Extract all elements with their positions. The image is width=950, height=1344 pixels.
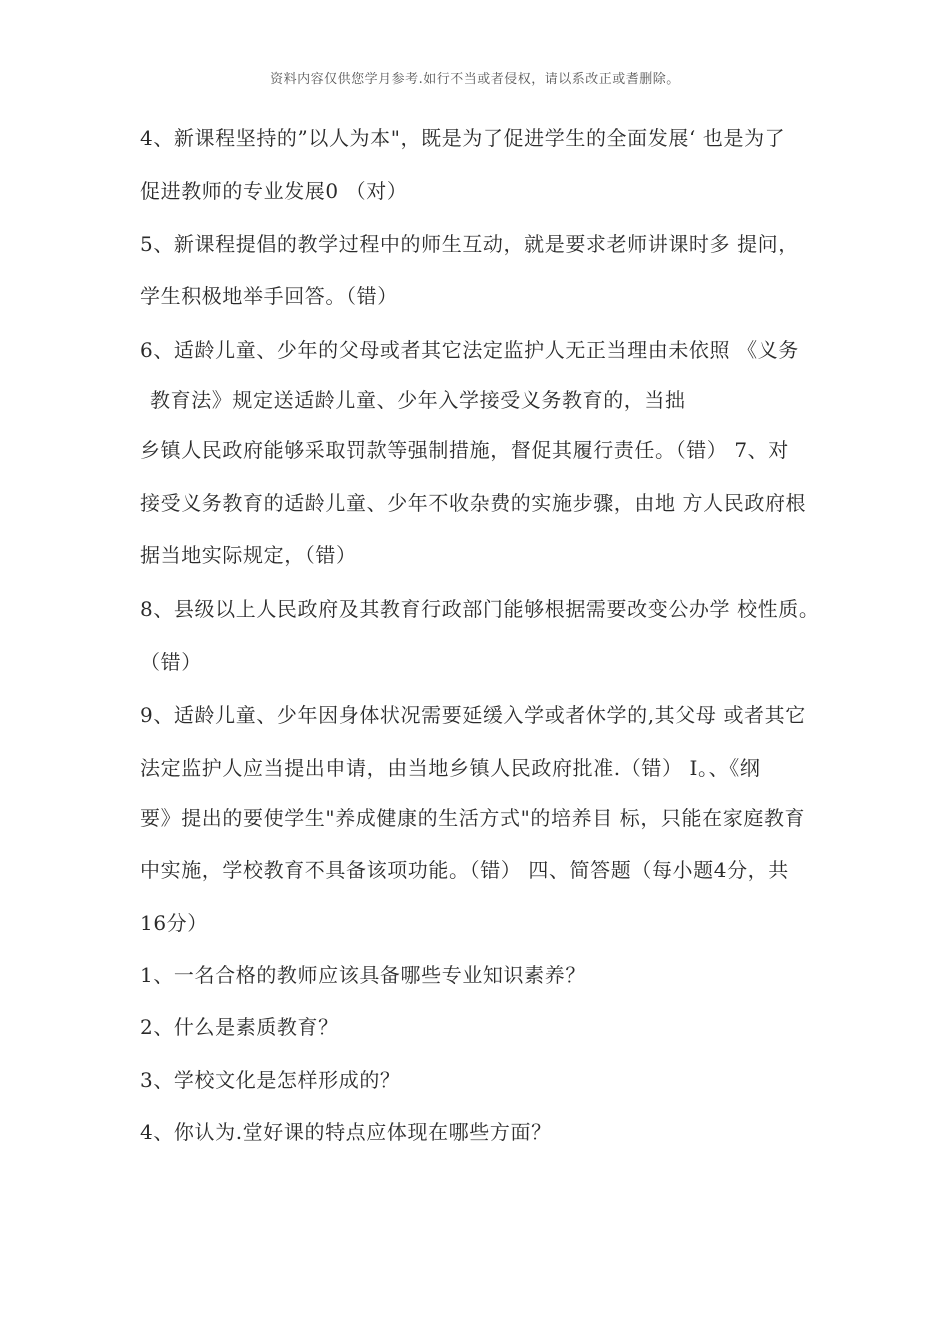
text-line: 16分） [140, 911, 208, 935]
text-line: 中实施，学校教育不具备该项功能。（错） 四、简答题（每小题4分，共 [140, 858, 789, 882]
question-item: 1、一名合格的教师应该具备哪些专业知识素养？ [140, 963, 586, 987]
text-line: 据当地实际规定，（错） [140, 543, 357, 567]
text-line: （错） [140, 650, 202, 674]
question-item: 3、学校文化是怎样形成的？ [140, 1068, 401, 1092]
question-item: 4、你认为.堂好课的特点应体现在哪些方面？ [140, 1120, 552, 1144]
text-line: 4、新课程坚持的”以人为本"，既是为了促进学生的全面发展‘ 也是为了 [140, 126, 786, 150]
page-header: 资料内容仅供您学月参考.如行不当或者侵权，请以系改正或耆删除。 [270, 72, 680, 87]
text-line: 学生积极地举手回答。（错） [140, 284, 398, 308]
text-line: 法定监护人应当提出申请，由当地乡镇人民政府批准.（错） I。、《纲 [140, 756, 761, 780]
text-line: 5、新课程提倡的教学过程中的师生互动，就是要求老师讲课时多 提问， [140, 232, 799, 256]
question-item: 2、什么是素质教育？ [140, 1015, 339, 1039]
text-line: 接受义务教育的适龄儿童、少年不收杂费的实施步骤，由地 方人民政府根 [140, 491, 807, 515]
text-line: 8、县级以上人民政府及其教育行政部门能够根据需要改变公办学 校性质。 [140, 597, 820, 621]
text-line: 促进教师的专业发展0 （对） [140, 179, 408, 203]
text-line: 要》提出的要使学生"养成健康的生活方式"的培养目 标，只能在家庭教育 [140, 806, 806, 830]
text-line: 6、适龄儿童、少年的父母或者其它法定监护人无正当理由未依照 《义务 [140, 338, 799, 362]
text-line: 乡镇人民政府能够采取罚款等强制措施，督促其履行责任。（错） 7、对 [140, 438, 789, 462]
text-line: 教育法》规定送适龄儿童、少年入学接受义务教育的，当拙 [150, 388, 686, 412]
text-line: 9、适龄儿童、少年因身体状况需要延缓入学或者休学的,其父母 或者其它 [140, 703, 806, 727]
